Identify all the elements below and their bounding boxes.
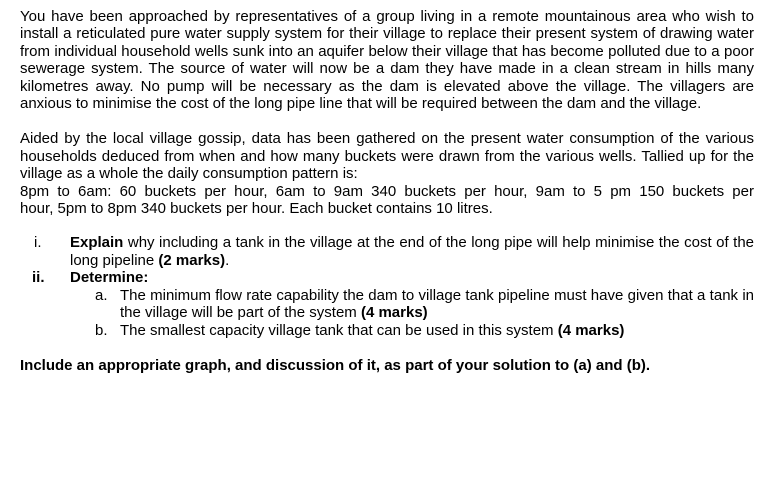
question-i-marks: (2 marks): [158, 251, 226, 269]
subpart-a: [95, 286, 754, 322]
consumption-pattern-line-2: hour, 5pm to 8pm 340 buckets per hour. Each bucket contains 10 litres.: [20, 200, 493, 218]
question-ii-lead: Determine:: [70, 269, 149, 287]
intro-paragraph: You have been approached by representatives of a group living in a remote mountainous area who wish to install a reticulated pure water supply system for their village to replace their present system of drawing water from individual household wells sunk into an aquifer below their village that has become polluted due to a poor sewerage system. The source of water will now be a dam they have made in a clean stream in hills many kilometres away. No pump will be necessary as the dam is elevated above the village. The villagers are anxious to minimise the cost of the long pipe line that will be required between the dam and the village.: [20, 8, 754, 113]
question-ii-lead-wrap: [70, 269, 754, 286]
question-ii-subparts: [20, 287, 754, 339]
consumption-pattern-line-1: 8pm to 6am: 60 buckets per hour, 6am to 9am 340 buckets per hour, 9am to 5 pm 150 buckets per: [20, 182, 754, 200]
subpart-b-text: [120, 322, 754, 339]
question-list: [20, 234, 754, 338]
closing-instruction: Include an appropriate graph, and discussion of it, as part of your solution to (a) and (b).: [20, 356, 651, 374]
question-i: [20, 234, 754, 269]
question-ii-number: ii.: [32, 269, 45, 287]
subpart-b: [95, 321, 754, 339]
consumption-paragraph: [20, 130, 754, 217]
question-i-lead: Explain: [70, 234, 124, 252]
subpart-b-marks: (4 marks): [557, 321, 625, 339]
subpart-a-text: [120, 287, 754, 322]
subpart-b-letter: b.: [95, 321, 108, 339]
question-ii: [20, 269, 754, 286]
consumption-intro-text: Aided by the local village gossip, data has been gathered on the present water consumption of the various households deduced from when and how many buckets were drawn from the various wells. Tallied up for the village as a whole the daily consumption pattern is:: [20, 130, 754, 183]
subpart-a-body: The minimum flow rate capability the dam to village tank pipeline must have given that a tank in the village will be part of the system: [120, 286, 754, 322]
question-i-body: why including a tank in the village at the end of the long pipe will help minimise the cost of the long pipeline: [70, 234, 754, 269]
question-i-text: [70, 234, 754, 269]
subpart-a-letter: a.: [95, 286, 108, 304]
question-i-end: .: [225, 251, 230, 269]
subpart-b-body: The smallest capacity village tank that can be used in this system: [120, 321, 558, 339]
subpart-a-marks: (4 marks): [360, 304, 428, 322]
question-i-number: i.: [34, 234, 42, 252]
